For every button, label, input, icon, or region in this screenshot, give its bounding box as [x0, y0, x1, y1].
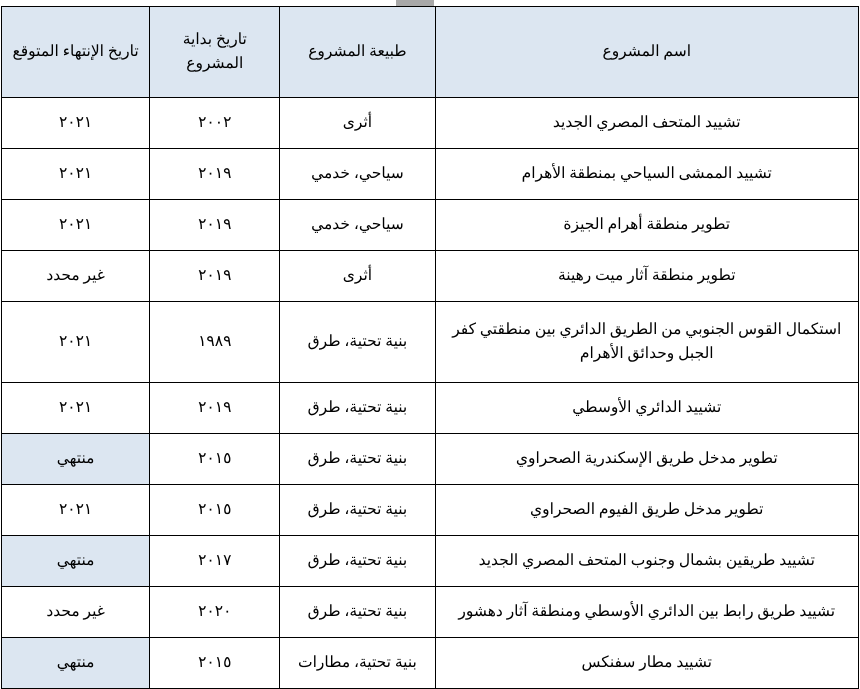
cell-project-name: تشييد طريق رابط بين الدائري الأوسطي ومنطقة آثار دهشور — [435, 587, 858, 638]
cell-project-type: أثرى — [280, 98, 435, 149]
table-row — [2, 587, 859, 638]
table-row — [2, 536, 859, 587]
table-header-row — [2, 7, 859, 98]
cell-end-date: ٢٠٢١ — [2, 200, 150, 251]
cell-project-type: بنية تحتية، طرق — [280, 536, 435, 587]
cell-start-date: ٢٠١٩ — [150, 251, 280, 302]
cell-end-date: غير محدد — [2, 587, 150, 638]
cell-end-date: ٢٠٢١ — [2, 98, 150, 149]
cell-project-type: بنية تحتية، طرق — [280, 587, 435, 638]
cell-project-type: بنية تحتية، مطارات — [280, 638, 435, 689]
cell-end-date-completed: منتهي — [2, 536, 150, 587]
cell-project-name: تشييد طريقين بشمال وجنوب المتحف المصري الجديد — [435, 536, 858, 587]
column-header-project-type: طبيعة المشروع — [280, 7, 435, 98]
column-header-start-date: تاريخ بداية المشروع — [150, 7, 280, 98]
cell-end-date: ٢٠٢١ — [2, 302, 150, 383]
cell-start-date: ٢٠١٧ — [150, 536, 280, 587]
cell-project-name: تطوير مدخل طريق الفيوم الصحراوي — [435, 485, 858, 536]
table-row — [2, 149, 859, 200]
cell-project-name: تطوير منطقة آثار ميت رهينة — [435, 251, 858, 302]
cell-end-date-completed: منتهي — [2, 434, 150, 485]
cell-project-type: بنية تحتية، طرق — [280, 302, 435, 383]
cell-project-type: بنية تحتية، طرق — [280, 434, 435, 485]
cell-project-name: تشييد مطار سفنكس — [435, 638, 858, 689]
table-body — [2, 98, 859, 689]
cell-project-name: تشييد الدائري الأوسطي — [435, 383, 858, 434]
table-row — [2, 200, 859, 251]
table-row — [2, 485, 859, 536]
cell-project-name: تطوير منطقة أهرام الجيزة — [435, 200, 858, 251]
cell-project-type: بنية تحتية، طرق — [280, 485, 435, 536]
column-header-project-name: اسم المشروع — [435, 7, 858, 98]
cell-project-type: بنية تحتية، طرق — [280, 383, 435, 434]
cell-project-type: سياحي، خدمي — [280, 149, 435, 200]
cell-start-date: ١٩٨٩ — [150, 302, 280, 383]
cell-start-date: ٢٠١٩ — [150, 149, 280, 200]
column-header-expected-end-date: تاريخ الإنتهاء المتوقع — [2, 7, 150, 98]
table-row — [2, 638, 859, 689]
cell-project-name: تطوير مدخل طريق الإسكندرية الصحراوي — [435, 434, 858, 485]
table-row — [2, 302, 859, 383]
table-row — [2, 251, 859, 302]
cell-start-date: ٢٠١٥ — [150, 638, 280, 689]
cell-start-date: ٢٠١٩ — [150, 200, 280, 251]
cell-start-date: ٢٠١٥ — [150, 485, 280, 536]
cell-start-date: ٢٠٠٢ — [150, 98, 280, 149]
cell-start-date: ٢٠١٥ — [150, 434, 280, 485]
table-row — [2, 434, 859, 485]
table-row — [2, 383, 859, 434]
cell-project-type: سياحي، خدمي — [280, 200, 435, 251]
cell-end-date: ٢٠٢١ — [2, 383, 150, 434]
cell-start-date: ٢٠٢٠ — [150, 587, 280, 638]
table-row — [2, 98, 859, 149]
cell-end-date: غير محدد — [2, 251, 150, 302]
cell-end-date: ٢٠٢١ — [2, 485, 150, 536]
table-header — [2, 7, 859, 98]
cell-start-date: ٢٠١٩ — [150, 383, 280, 434]
cell-project-name: تشييد المتحف المصري الجديد — [435, 98, 858, 149]
cell-end-date-completed: منتهي — [2, 638, 150, 689]
projects-table — [1, 6, 859, 689]
cell-end-date: ٢٠٢١ — [2, 149, 150, 200]
cell-project-name: استكمال القوس الجنوبي من الطريق الدائري بين منطقتي كفر الجبل وحدائق الأهرام — [435, 302, 858, 383]
cell-project-name: تشييد الممشى السياحي بمنطقة الأهرام — [435, 149, 858, 200]
cell-project-type: أثرى — [280, 251, 435, 302]
